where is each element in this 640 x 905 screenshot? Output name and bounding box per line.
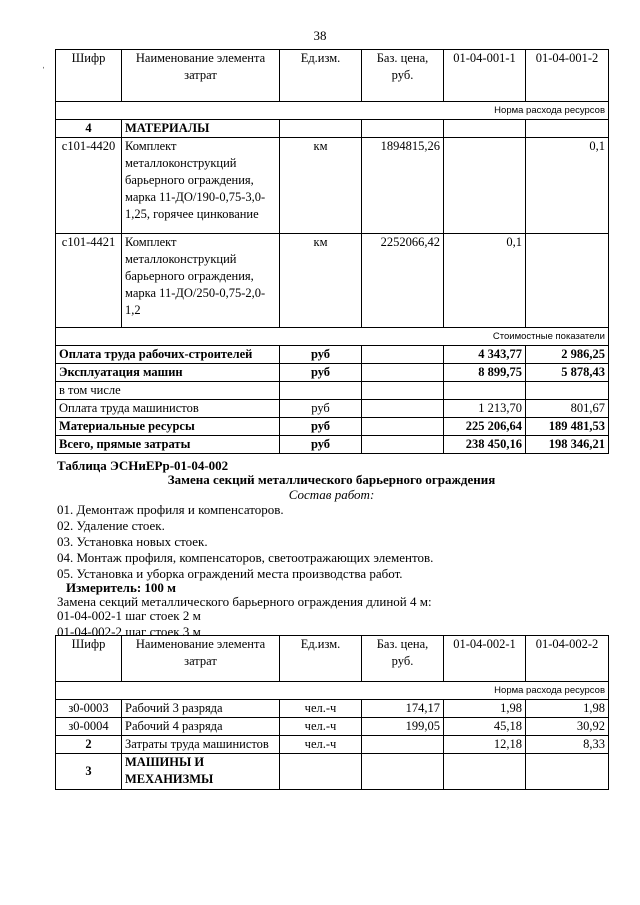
row-code: с101-4421	[56, 234, 122, 328]
list-item: 04. Монтаж профиля, компенсаторов, светоотражающих элементов.	[57, 550, 434, 565]
list-item: 01-04-002-2 шаг стоек 3 м	[57, 624, 201, 639]
table-header-row	[56, 50, 609, 102]
cost-unit: руб	[280, 400, 362, 418]
row-unit: чел.-ч	[280, 718, 362, 736]
cost-name: в том числе	[56, 382, 280, 400]
row-price: 2252066,42	[362, 234, 444, 328]
row-value-2: 8,33	[526, 736, 609, 754]
cost-name: Оплата труда машинистов	[56, 400, 280, 418]
cost-value-1: 225 206,64	[444, 418, 526, 436]
row-name: Затраты труда машинистов	[122, 736, 280, 754]
row-value-1	[444, 138, 526, 234]
row-value-2: 1,98	[526, 700, 609, 718]
cost-unit: руб	[280, 364, 362, 382]
description: Замена секций металлического барьерного ограждения длиной 4 м:	[57, 594, 432, 609]
header-code: Шифр	[56, 636, 122, 682]
header-unit: Ед.изм.	[280, 50, 362, 102]
section-name: МАТЕРИАЛЫ	[122, 120, 280, 138]
header-name: Наименование элемента затрат	[122, 50, 280, 102]
row-value-1: 0,1	[444, 234, 526, 328]
list-item: 03. Установка новых стоек.	[57, 534, 208, 549]
header-variant-2: 01-04-002-2	[526, 636, 609, 682]
norm-label-row	[56, 682, 609, 700]
header-price: Баз. цена, руб.	[362, 636, 444, 682]
cost-value-2: 2 986,25	[526, 346, 609, 364]
header-price: Баз. цена, руб.	[362, 50, 444, 102]
page-number: 38	[313, 28, 327, 43]
row-unit: км	[280, 138, 362, 234]
row-value-1: 1,98	[444, 700, 526, 718]
resource-table-2	[55, 635, 609, 790]
row-name: Рабочий 4 разряда	[122, 718, 280, 736]
table-row	[56, 754, 609, 790]
header-variant-2: 01-04-001-2	[526, 50, 609, 102]
resource-table-1	[55, 49, 609, 454]
row-value-2: 30,92	[526, 718, 609, 736]
row-unit: чел.-ч	[280, 736, 362, 754]
cost-row	[56, 400, 609, 418]
cost-unit: руб	[280, 418, 362, 436]
row-code: с101-4420	[56, 138, 122, 234]
cost-name: Оплата труда рабочих-строителей	[56, 346, 280, 364]
row-unit: км	[280, 234, 362, 328]
cost-value-2: 198 346,21	[526, 436, 609, 454]
cost-row	[56, 364, 609, 382]
section-row	[56, 120, 609, 138]
norm-label: Норма расхода ресурсов	[56, 102, 609, 120]
row-price: 174,17	[362, 700, 444, 718]
cost-label-row	[56, 328, 609, 346]
table-row	[56, 138, 609, 234]
row-code: з0-0003	[56, 700, 122, 718]
cost-value-1: 4 343,77	[444, 346, 526, 364]
row-code: 3	[56, 754, 122, 790]
cost-unit: руб	[280, 346, 362, 364]
table-row	[56, 736, 609, 754]
row-value-1: 45,18	[444, 718, 526, 736]
header-unit: Ед.изм.	[280, 636, 362, 682]
norm-label: Норма расхода ресурсов	[56, 682, 609, 700]
row-name: Комплект металлоконструкций барьерного ограждения, марка 11-ДО/190-0,75-3,0-1,25, горячее цинкование	[122, 138, 280, 234]
list-item: 05. Установка и уборка ограждений места производства работ.	[57, 566, 403, 581]
row-name: Комплект металлоконструкций барьерного ограждения, марка 11-ДО/250-0,75-2,0-1,2	[122, 234, 280, 328]
list-item: 01-04-002-1 шаг стоек 2 м	[57, 608, 201, 623]
header-code: Шифр	[56, 50, 122, 102]
work-steps	[57, 502, 617, 582]
section-heading: Замена секций металлического барьерного ограждения	[167, 472, 496, 487]
cost-name: Эксплуатация машин	[56, 364, 280, 382]
cost-row	[56, 382, 609, 400]
table-row	[56, 700, 609, 718]
table-row	[56, 718, 609, 736]
row-value-2	[526, 234, 609, 328]
work-composition-heading: Состав работ:	[288, 487, 375, 502]
row-value-2: 0,1	[526, 138, 609, 234]
row-name: Рабочий 3 разряда	[122, 700, 280, 718]
cost-name: Всего, прямые затраты	[56, 436, 280, 454]
measure: Измеритель: 100 м	[66, 580, 177, 595]
cost-value-1: 238 450,16	[444, 436, 526, 454]
row-price	[362, 736, 444, 754]
row-price: 1894815,26	[362, 138, 444, 234]
row-code: 2	[56, 736, 122, 754]
cost-label: Стоимостные показатели	[56, 328, 609, 346]
table-header-row	[56, 636, 609, 682]
norm-label-row	[56, 102, 609, 120]
list-item: 02. Удаление стоек.	[57, 518, 165, 533]
row-name: МАШИНЫ И МЕХАНИЗМЫ	[122, 754, 280, 790]
cost-row	[56, 436, 609, 454]
cost-row	[56, 346, 609, 364]
header-variant-1: 01-04-002-1	[444, 636, 526, 682]
row-value-1: 12,18	[444, 736, 526, 754]
cost-unit: руб	[280, 436, 362, 454]
header-variant-1: 01-04-001-1	[444, 50, 526, 102]
cost-name: Материальные ресурсы	[56, 418, 280, 436]
row-price: 199,05	[362, 718, 444, 736]
header-name: Наименование элемента затрат	[122, 636, 280, 682]
cost-value-2: 5 878,43	[526, 364, 609, 382]
list-item: 01. Демонтаж профиля и компенсаторов.	[57, 502, 284, 517]
row-unit: чел.-ч	[280, 700, 362, 718]
margin-mark: ˈ	[42, 66, 46, 77]
row-code: з0-0004	[56, 718, 122, 736]
cost-row	[56, 418, 609, 436]
table-row	[56, 234, 609, 328]
section-code: 4	[56, 120, 122, 138]
cost-value-2: 801,67	[526, 400, 609, 418]
cost-value-1: 8 899,75	[444, 364, 526, 382]
cost-value-1: 1 213,70	[444, 400, 526, 418]
cost-value-2: 189 481,53	[526, 418, 609, 436]
table-title: Таблица ЭСНиЕРр-01-04-002	[57, 458, 229, 473]
